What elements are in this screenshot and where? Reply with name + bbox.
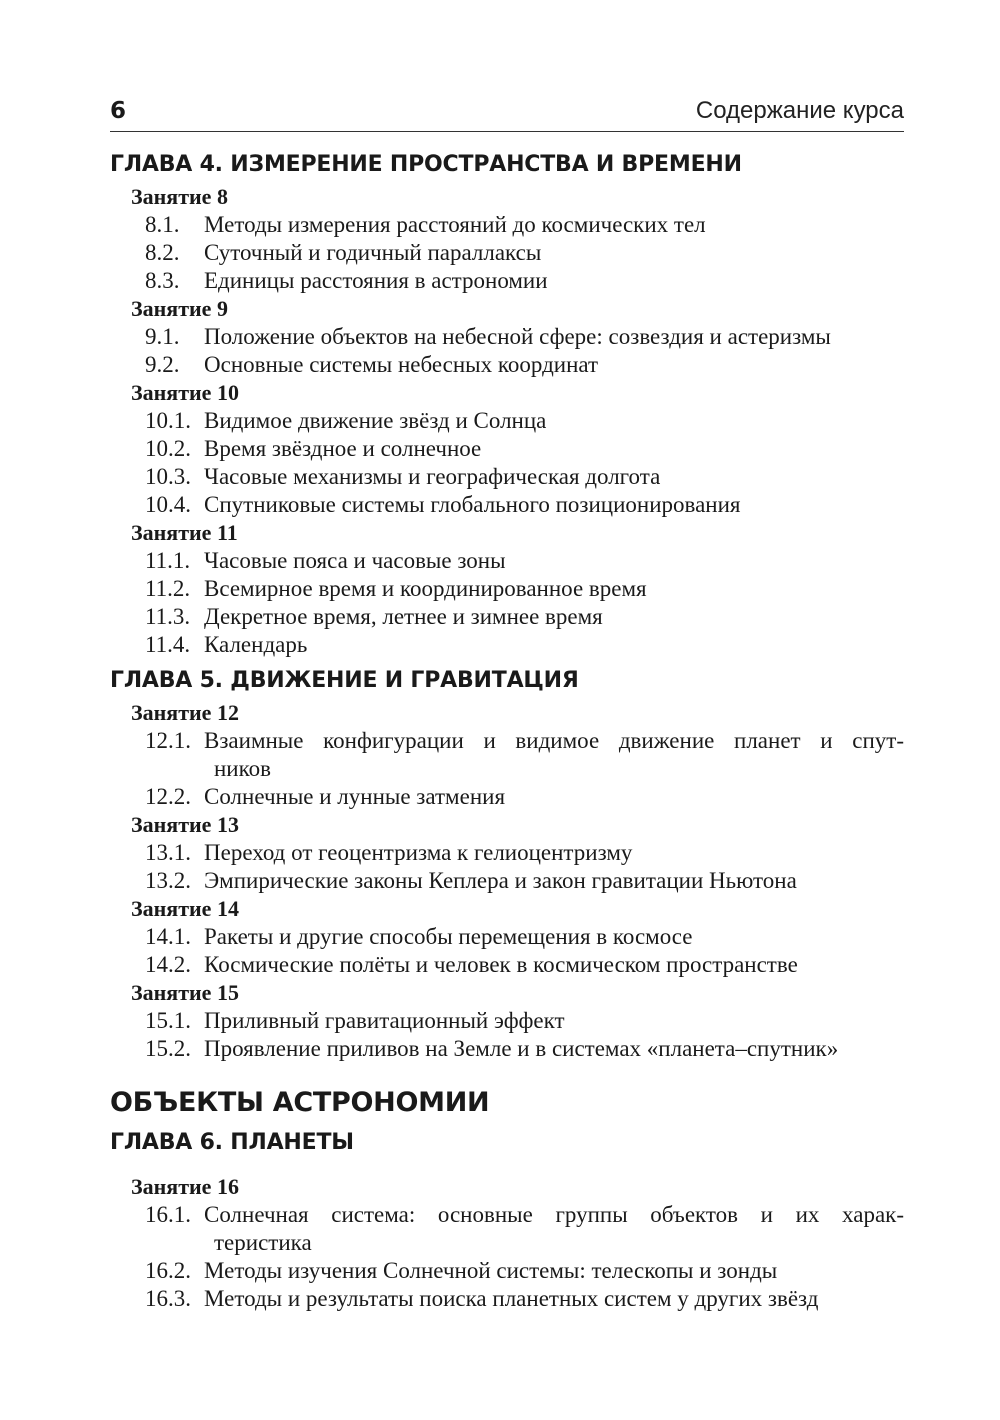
item-number: 15.2. [145,1036,191,1061]
toc-item [110,575,904,603]
item-number: 8.3. [145,268,180,293]
header-rule [110,131,904,132]
item-text: Переход от геоцентризма к гелиоцентризму [204,840,633,865]
toc-item [110,547,904,575]
item-text: Единицы расстояния в астрономии [204,268,548,293]
item-text: Методы измерения расстояний до космических тел [204,212,706,237]
lesson-title: Занятие 14 [131,896,239,921]
toc-item [110,783,904,811]
toc-item [110,239,904,267]
toc-item [110,267,904,295]
item-text: Эмпирические законы Кеплера и закон гравитации Ньютона [204,868,797,893]
lesson-title: Занятие 15 [131,980,239,1005]
item-text: Суточный и годичный параллаксы [204,240,542,265]
item-text: Часовые пояса и часовые зоны [204,548,506,573]
item-text: Часовые механизмы и географическая долгота [204,464,661,489]
toc-item [110,727,904,783]
item-text: Ракеты и другие способы перемещения в космосе [204,924,693,949]
item-number: 12.2. [145,784,191,809]
item-number: 11.3. [145,604,191,629]
item-text: Календарь [204,632,308,657]
toc-item [110,1007,904,1035]
part-title: ОБЪЕКТЫ АСТРОНОМИИ [110,1087,490,1118]
toc-item [110,211,904,239]
chapter-5 [110,663,904,1063]
toc-item [110,407,904,435]
item-text: Всемирное время и координированное время [204,576,647,601]
item-text: Видимое движение звёзд и Солнца [204,408,547,433]
toc-item [110,603,904,631]
item-number: 11.4. [145,632,191,657]
item-text: Приливный гравитационный эффект [204,1008,565,1033]
toc-item [110,1285,904,1313]
item-number: 11.1. [145,548,191,573]
chapter-title: ГЛАВА 4. ИЗМЕРЕНИЕ ПРОСТРАНСТВА И ВРЕМЕНИ [110,152,742,177]
toc-item [110,923,904,951]
item-text: Солнечные и лунные затмения [204,784,506,809]
item-number: 8.1. [145,212,180,237]
chapter-6 [110,1125,904,1313]
item-number: 10.1. [145,408,191,433]
item-number: 16.2. [145,1258,191,1283]
page-number: 6 [110,98,127,124]
toc-item [110,1035,904,1063]
item-text: Основные системы небесных координат [204,352,599,377]
toc-item [110,323,904,351]
item-text: Методы изучения Солнечной системы: телескопы и зонды [204,1258,778,1283]
toc-item [110,1201,904,1257]
item-number: 13.2. [145,868,191,893]
chapter-title: ГЛАВА 6. ПЛАНЕТЫ [110,1130,354,1155]
lesson-title: Занятие 11 [131,520,238,545]
item-text: Положение объектов на небесной сфере: созвездия и астеризмы [204,324,831,349]
toc-item [110,351,904,379]
item-number: 16.1. [145,1202,191,1227]
toc-item [110,839,904,867]
toc-item [110,1257,904,1285]
item-number: 10.4. [145,492,191,517]
item-text: Время звёздное и солнечное [204,436,482,461]
item-text: Проявление приливов на Земле и в системах «планета–спутник» [204,1036,839,1061]
table-of-contents [110,147,904,1313]
item-number: 10.2. [145,436,191,461]
item-text: Солнечная система: основные группы объектов и их харак- теристика [204,1202,904,1255]
item-number: 10.3. [145,464,191,489]
item-text: Декретное время, летнее и зимнее время [204,604,603,629]
toc-item [110,951,904,979]
running-head [110,96,904,132]
chapter-title: ГЛАВА 5. ДВИЖЕНИЕ И ГРАВИТАЦИЯ [110,668,579,693]
item-number: 9.2. [145,352,180,377]
item-number: 16.3. [145,1286,191,1311]
toc-item [110,867,904,895]
lesson-title: Занятие 13 [131,812,239,837]
toc-item [110,463,904,491]
toc-item [110,435,904,463]
running-title: Содержание курса [695,97,904,124]
lesson-title: Занятие 12 [131,700,239,725]
lesson-title: Занятие 16 [131,1174,239,1199]
lesson-title: Занятие 9 [131,296,228,321]
item-number: 8.2. [145,240,180,265]
chapter-4 [110,147,904,659]
lesson-title: Занятие 10 [131,380,239,405]
item-text: Спутниковые системы глобального позиционирования [204,492,741,517]
item-number: 9.1. [145,324,180,349]
item-number: 14.1. [145,924,191,949]
item-number: 14.2. [145,952,191,977]
item-text: Взаимные конфигурации и видимое движение планет и спут- ников [204,728,904,781]
item-text: Космические полёты и человек в космическом пространстве [204,952,798,977]
item-text: Методы и результаты поиска планетных систем у других звёзд [204,1286,819,1311]
item-number: 13.1. [145,840,191,865]
item-number: 15.1. [145,1008,191,1033]
item-number: 12.1. [145,728,191,753]
toc-item [110,491,904,519]
item-number: 11.2. [145,576,191,601]
toc-item [110,631,904,659]
lesson-title: Занятие 8 [131,184,228,209]
